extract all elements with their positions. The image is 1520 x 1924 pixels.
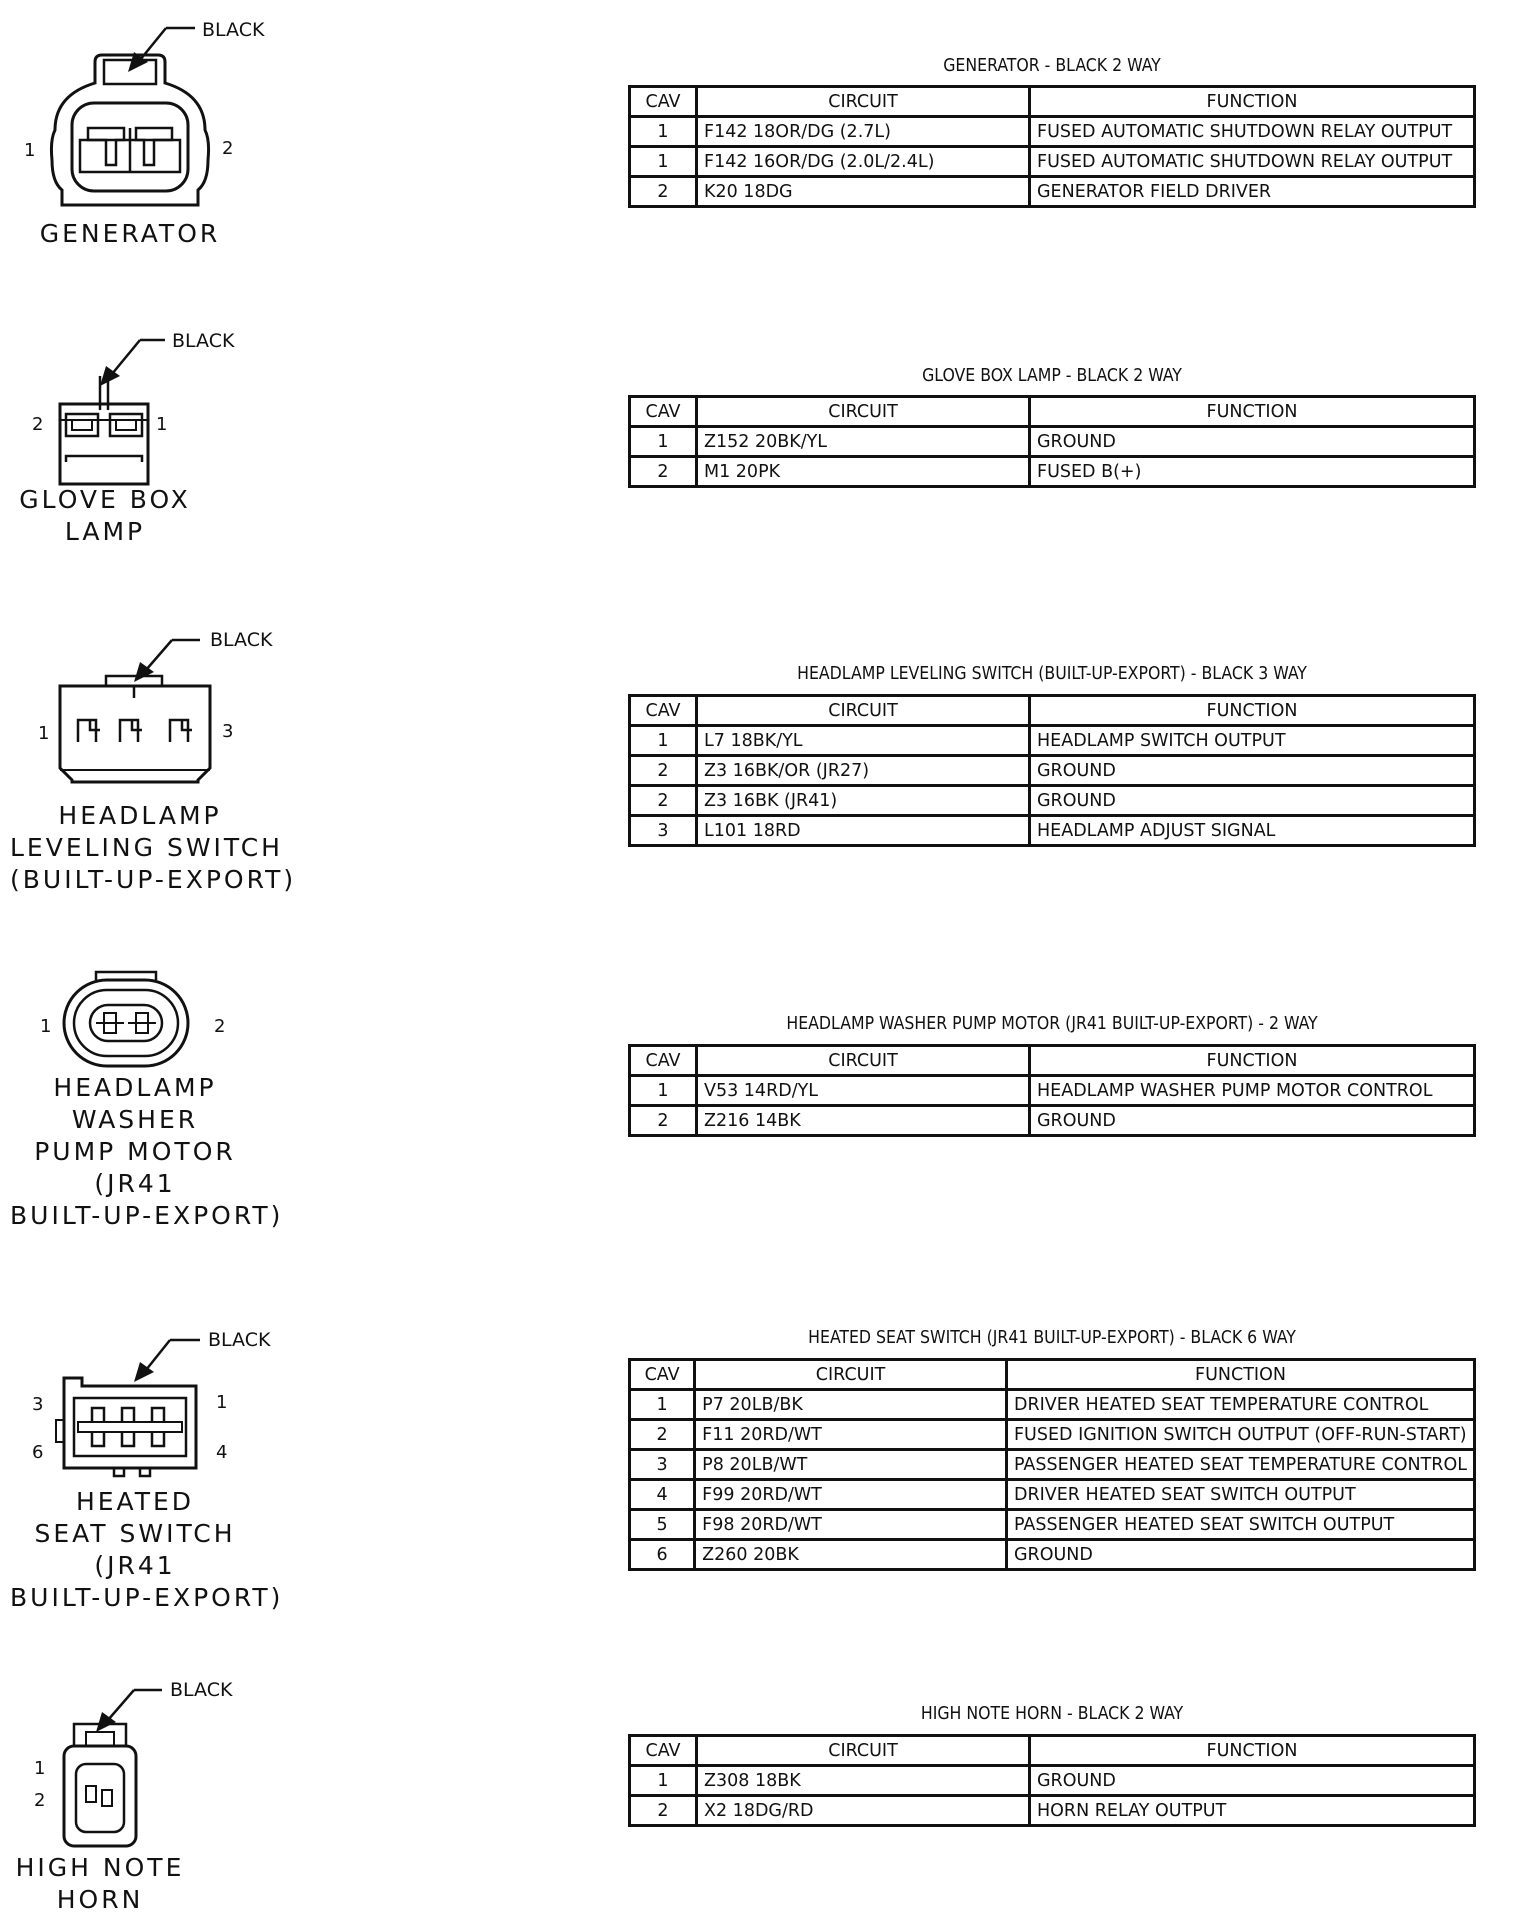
header-circuit: CIRCUIT [697,1046,1030,1076]
connector-label: GLOVE BOX LAMP [19,485,191,546]
function-cell: GROUND [1030,786,1475,816]
function-cell: PASSENGER HEATED SEAT SWITCH OUTPUT [1006,1510,1474,1540]
table-row [630,457,1475,487]
connector-label: HEATED SEAT SWITCH (JR41 BUILT-UP-EXPORT) [10,1487,284,1612]
table-row [630,786,1475,816]
circuit-cell: F11 20RD/WT [695,1420,1007,1450]
cav-cell: 1 [630,1766,697,1796]
cav-cell: 2 [630,1420,695,1450]
circuit-cell: P8 20LB/WT [695,1450,1007,1480]
table-row [630,1420,1475,1450]
pin-2-label: 2 [214,1016,226,1037]
function-cell: HORN RELAY OUTPUT [1030,1796,1475,1826]
cav-cell: 2 [630,1106,697,1136]
pinout-table [628,85,1476,208]
pinout-table [628,1358,1476,1571]
header-circuit: CIRCUIT [697,1736,1030,1766]
circuit-cell: Z3 16BK (JR41) [697,786,1030,816]
header-function: FUNCTION [1030,397,1475,427]
function-cell: DRIVER HEATED SEAT TEMPERATURE CONTROL [1006,1390,1474,1420]
table-row [630,1510,1475,1540]
table-row [630,117,1475,147]
table-row [630,1766,1475,1796]
connector-section-headlamp-leveling-switch [0,610,1520,910]
function-cell: HEADLAMP SWITCH OUTPUT [1030,726,1475,756]
circuit-cell: F142 16OR/DG (2.0L/2.4L) [697,147,1030,177]
table-title: HEATED SEAT SWITCH (JR41 BUILT-UP-EXPORT) - BLACK 6 WAY [808,1328,1296,1348]
circuit-cell: M1 20PK [697,457,1030,487]
table-row [630,1076,1475,1106]
header-function: FUNCTION [1006,1360,1474,1390]
circuit-cell: Z152 20BK/YL [697,427,1030,457]
cav-cell: 2 [630,457,697,487]
cav-cell: 1 [630,117,697,147]
header-circuit: CIRCUIT [697,397,1030,427]
table-row [630,1796,1475,1826]
circuit-cell: F142 18OR/DG (2.7L) [697,117,1030,147]
table-row [630,1390,1475,1420]
table-header-row [630,1046,1475,1076]
table-row [630,1540,1475,1570]
pinout-table [628,395,1476,488]
pin-2-label: 2 [34,1790,46,1811]
function-cell: FUSED B(+) [1030,457,1475,487]
connector-section-headlamp-washer-pump-motor [0,960,1520,1290]
function-cell: FUSED AUTOMATIC SHUTDOWN RELAY OUTPUT [1030,117,1475,147]
table-title: GENERATOR - BLACK 2 WAY [943,56,1161,76]
table-title: HEADLAMP LEVELING SWITCH (BUILT-UP-EXPORT) - BLACK 3 WAY [797,664,1307,684]
header-function: FUNCTION [1030,1736,1475,1766]
callout-text: BLACK [202,19,265,41]
pin-1-label: 1 [216,1392,228,1413]
connector-label: GENERATOR [39,219,221,248]
function-cell: DRIVER HEATED SEAT SWITCH OUTPUT [1006,1480,1474,1510]
cav-cell: 3 [630,1450,695,1480]
circuit-cell: L101 18RD [697,816,1030,846]
header-cav: CAV [630,1736,697,1766]
pinout-table [628,1734,1476,1827]
pin-1-label: 1 [24,140,36,161]
cav-cell: 6 [630,1540,695,1570]
table-row [630,1450,1475,1480]
function-cell: FUSED AUTOMATIC SHUTDOWN RELAY OUTPUT [1030,147,1475,177]
callout-text: BLACK [210,629,273,651]
circuit-cell: F98 20RD/WT [695,1510,1007,1540]
header-cav: CAV [630,87,697,117]
table-header-row [630,87,1475,117]
pin-1-label: 1 [38,723,50,744]
table-title: HEADLAMP WASHER PUMP MOTOR (JR41 BUILT-UP-EXPORT) - 2 WAY [786,1014,1318,1034]
circuit-cell: L7 18BK/YL [697,726,1030,756]
circuit-cell: V53 14RD/YL [697,1076,1030,1106]
function-cell: HEADLAMP WASHER PUMP MOTOR CONTROL [1030,1076,1475,1106]
connector-label: HEADLAMP LEVELING SWITCH (BUILT-UP-EXPORT) [10,801,297,894]
circuit-cell: Z260 20BK [695,1540,1007,1570]
cav-cell: 3 [630,816,697,846]
header-cav: CAV [630,696,697,726]
function-cell: GROUND [1030,756,1475,786]
cav-cell: 2 [630,756,697,786]
connector-label: HIGH NOTE HORN [15,1853,185,1914]
function-cell: GROUND [1030,1766,1475,1796]
pin-1-label: 1 [40,1016,52,1037]
table-row [630,427,1475,457]
cav-cell: 2 [630,177,697,207]
header-function: FUNCTION [1030,87,1475,117]
pin-2-label: 2 [222,138,234,159]
callout-text: BLACK [172,330,235,352]
function-cell: PASSENGER HEATED SEAT TEMPERATURE CONTROL [1006,1450,1474,1480]
pin-1-label: 1 [156,414,168,435]
connector-section-glove-box-lamp [0,310,1520,570]
connector-label: HEADLAMP WASHER PUMP MOTOR (JR41 BUILT-UP-EXPORT) [10,1073,284,1230]
function-cell: GROUND [1006,1540,1474,1570]
table-title: HIGH NOTE HORN - BLACK 2 WAY [920,1704,1184,1724]
circuit-cell: F99 20RD/WT [695,1480,1007,1510]
table-row [630,147,1475,177]
connector-section-high-note-horn [0,1660,1520,1924]
table-title: GLOVE BOX LAMP - BLACK 2 WAY [922,366,1182,386]
circuit-cell: Z3 16BK/OR (JR27) [697,756,1030,786]
cav-cell: 1 [630,726,697,756]
cav-cell: 4 [630,1480,695,1510]
header-function: FUNCTION [1030,696,1475,726]
pin-2-label: 2 [32,414,44,435]
header-cav: CAV [630,1046,697,1076]
circuit-cell: Z308 18BK [697,1766,1030,1796]
cav-cell: 2 [630,1796,697,1826]
table-header-row [630,1360,1475,1390]
table-row [630,1106,1475,1136]
header-cav: CAV [630,1360,695,1390]
cav-cell: 1 [630,1076,697,1106]
connector-section-generator [0,0,1520,260]
table-header-row [630,696,1475,726]
table-row [630,816,1475,846]
table-row [630,726,1475,756]
cav-cell: 1 [630,1390,695,1420]
circuit-cell: K20 18DG [697,177,1030,207]
function-cell: HEADLAMP ADJUST SIGNAL [1030,816,1475,846]
pinout-table [628,694,1476,847]
connector-section-heated-seat-switch [0,1310,1520,1640]
table-row [630,1480,1475,1510]
header-circuit: CIRCUIT [697,87,1030,117]
header-circuit: CIRCUIT [697,696,1030,726]
cav-cell: 5 [630,1510,695,1540]
function-cell: GROUND [1030,427,1475,457]
callout-text: BLACK [170,1679,233,1701]
pin-3-label: 3 [222,721,234,742]
pin-3-label: 3 [32,1394,44,1415]
table-header-row [630,1736,1475,1766]
pin-4-label: 4 [216,1442,228,1463]
pinout-table [628,1044,1476,1137]
table-row [630,177,1475,207]
circuit-cell: P7 20LB/BK [695,1390,1007,1420]
function-cell: FUSED IGNITION SWITCH OUTPUT (OFF-RUN-START) [1006,1420,1474,1450]
cav-cell: 2 [630,786,697,816]
cav-cell: 1 [630,427,697,457]
callout-text: BLACK [208,1329,271,1351]
pin-1-label: 1 [34,1758,46,1779]
cav-cell: 1 [630,147,697,177]
circuit-cell: X2 18DG/RD [697,1796,1030,1826]
header-function: FUNCTION [1030,1046,1475,1076]
table-header-row [630,397,1475,427]
function-cell: GROUND [1030,1106,1475,1136]
header-circuit: CIRCUIT [695,1360,1007,1390]
pin-6-label: 6 [32,1442,44,1463]
circuit-cell: Z216 14BK [697,1106,1030,1136]
function-cell: GENERATOR FIELD DRIVER [1030,177,1475,207]
table-row [630,756,1475,786]
header-cav: CAV [630,397,697,427]
